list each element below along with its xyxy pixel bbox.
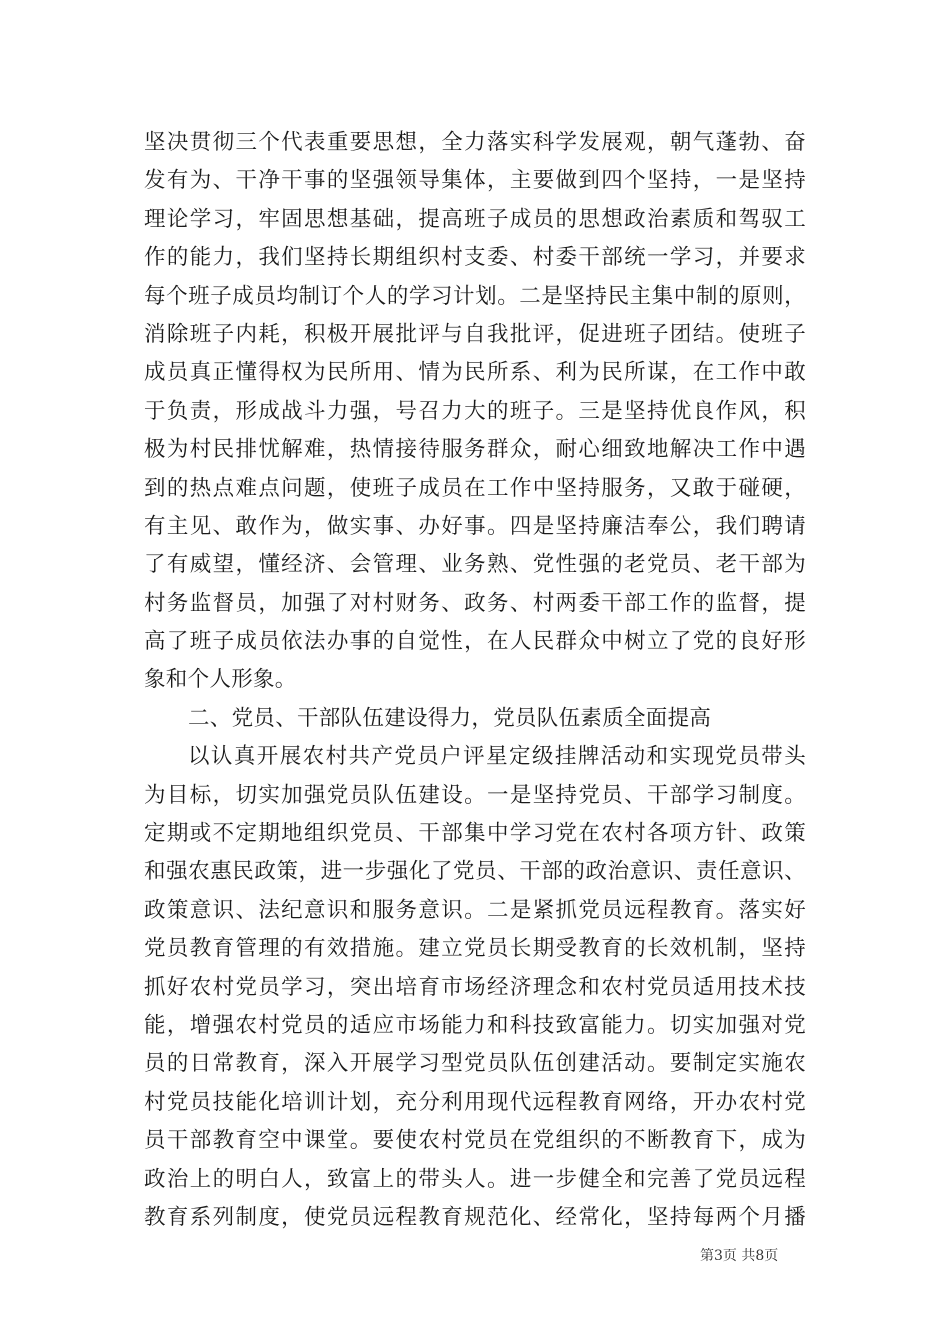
text-line: 村党员技能化培训计划，充分利用现代远程教育网络，开办农村党 xyxy=(144,1089,806,1115)
paragraph-first-line: 以认真开展农村共产党员户评星定级挂牌活动和实现党员带头 xyxy=(188,744,806,770)
text-line: 教育系列制度，使党员远程教育规范化、经常化，坚持每两个月播 xyxy=(144,1204,806,1230)
text-line: 定期或不定期地组织党员、干部集中学习党在农村各项方针、政策 xyxy=(144,821,806,847)
page-number-footer xyxy=(700,1245,778,1265)
text-line: 村务监督员，加强了对村财务、政务、村两委干部工作的监督，提 xyxy=(144,590,806,616)
text-line: 发有为、干净干事的坚强领导集体，主要做到四个坚持，一是坚持 xyxy=(144,168,806,194)
text-line: 员干部教育空中课堂。要使农村党员在党组织的不断教育下，成为 xyxy=(144,1128,806,1154)
section-heading: 二、党员、干部队伍建设得力，党员队伍素质全面提高 xyxy=(188,705,712,731)
text-line: 和强农惠民政策，进一步强化了党员、干部的政治意识、责任意识、 xyxy=(144,859,806,885)
text-line: 成员真正懂得权为民所用、情为民所系、利为民所谋，在工作中敢 xyxy=(144,360,806,386)
text-line: 政策意识、法纪意识和服务意识。二是紧抓党员远程教育。落实好 xyxy=(144,897,806,923)
page-prefix: 第 xyxy=(700,1248,714,1264)
text-line: 能，增强农村党员的适应市场能力和科技致富能力。切实加强对党 xyxy=(144,1012,806,1038)
text-line: 每个班子成员均制订个人的学习计划。二是坚持民主集中制的原则， xyxy=(144,283,806,309)
text-line: 员的日常教育，深入开展学习型党员队伍创建活动。要制定实施农 xyxy=(144,1051,806,1077)
text-line: 坚决贯彻三个代表重要思想，全力落实科学发展观，朝气蓬勃、奋 xyxy=(144,130,806,155)
text-line: 到的热点难点问题，使班子成员在工作中坚持服务，又敢于碰硬， xyxy=(144,475,806,501)
text-line: 为目标，切实加强党员队伍建设。一是坚持党员、干部学习制度。 xyxy=(144,782,806,808)
body-text xyxy=(144,124,806,1237)
page-middle: 页 共 xyxy=(722,1248,756,1264)
text-line: 消除班子内耗，积极开展批评与自我批评，促进班子团结。使班子 xyxy=(144,321,806,347)
text-line: 理论学习，牢固思想基础，提高班子成员的思想政治素质和驾驭工 xyxy=(144,206,806,232)
text-line: 抓好农村党员学习，突出培育市场经济理念和农村党员适用技术技 xyxy=(144,974,806,1000)
text-line: 有主见、敢作为，做实事、办好事。四是坚持廉洁奉公，我们聘请 xyxy=(144,513,806,539)
page-suffix: 页 xyxy=(764,1248,779,1264)
text-line: 象和个人形象。 xyxy=(144,667,297,693)
text-line: 极为村民排忧解难，热情接待服务群众，耐心细致地解决工作中遇 xyxy=(144,437,806,463)
text-line: 高了班子成员依法办事的自觉性，在人民群众中树立了党的良好形 xyxy=(144,629,806,655)
current-page-number: 3 xyxy=(714,1248,723,1264)
total-pages-number: 8 xyxy=(755,1248,765,1264)
text-line: 了有威望，懂经济、会管理、业务熟、党性强的老党员、老干部为 xyxy=(144,552,806,578)
text-line: 作的能力，我们坚持长期组织村支委、村委干部统一学习，并要求 xyxy=(144,245,806,271)
text-line: 党员教育管理的有效措施。建立党员长期受教育的长效机制，坚持 xyxy=(144,936,806,962)
text-line: 政治上的明白人，致富上的带头人。进一步健全和完善了党员远程 xyxy=(144,1166,806,1192)
text-line: 于负责，形成战斗力强，号召力大的班子。三是坚持优良作风，积 xyxy=(144,398,806,424)
